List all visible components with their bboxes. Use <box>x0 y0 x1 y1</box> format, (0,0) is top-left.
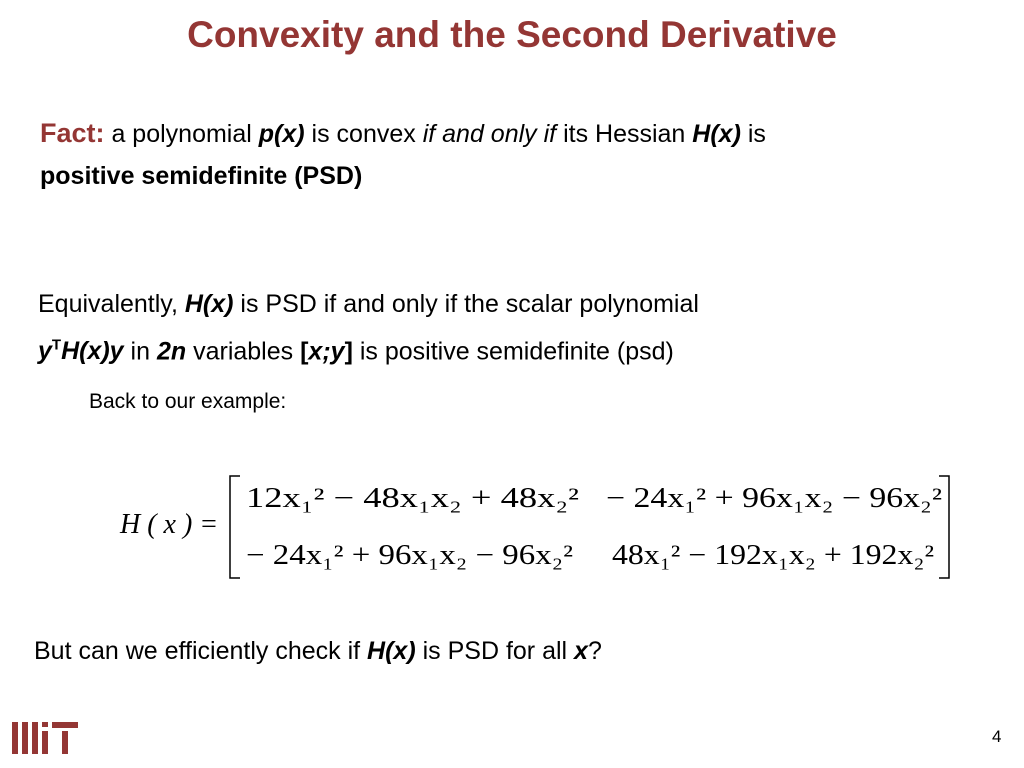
question-text-2: is PSD for all <box>415 637 575 665</box>
equiv-left-bracket: [ <box>300 337 309 366</box>
fact-text-3: its Hessian <box>556 120 693 148</box>
slide-title: Convexity and the Second Derivative <box>187 14 837 55</box>
page-number: 4 <box>992 727 1002 746</box>
fact-text-2: is convex <box>304 120 423 148</box>
question-x: x <box>574 637 588 665</box>
fact-psd: positive semidefinite (PSD) <box>40 162 363 190</box>
matrix-r2c2: 48x₁² − 192x₁x₂ + 192x₂² <box>612 540 934 571</box>
mit-logo <box>12 722 80 754</box>
fact-iff: if and only if <box>422 120 557 148</box>
equiv-text-4: variables <box>186 337 301 366</box>
equiv-y: y <box>38 337 52 366</box>
matrix-lhs: H ( x ) = <box>120 509 219 540</box>
equiv-text-2: is PSD if and only if the scalar polynomial <box>233 290 699 318</box>
equiv-hx: H(x) <box>184 290 234 318</box>
equiv-text-1: Equivalently, <box>38 290 185 318</box>
question-text-1: But can we efficiently check if <box>34 637 368 665</box>
equiv-text-5: is positive semidefinite (psd) <box>352 337 674 366</box>
left-bracket <box>230 476 240 578</box>
question-text-3: ? <box>587 637 602 665</box>
fact-text-4: is <box>740 120 766 148</box>
equiv-transpose: T <box>51 337 62 354</box>
hessian-matrix-equation <box>118 470 968 585</box>
fact-px: p(x) <box>258 120 305 148</box>
fact-label: Fact: <box>40 118 105 148</box>
equiv-xy: x;y <box>308 337 345 366</box>
fact-paragraph <box>40 112 990 197</box>
equiv-hxy: H(x)y <box>61 337 124 366</box>
matrix-r2c1: − 24x₁² + 96x₁x₂ − 96x₂² <box>246 540 573 571</box>
equivalence-paragraph <box>38 283 998 372</box>
back-to-example: Back to our example: <box>89 390 287 413</box>
fact-text-1: a polynomial <box>104 120 259 148</box>
question-line <box>34 637 602 666</box>
equiv-2n: 2n <box>156 337 187 366</box>
fact-hx: H(x) <box>692 120 741 148</box>
equiv-right-bracket: ] <box>344 337 353 366</box>
matrix-r1c2: − 24x₁² + 96x₁x₂ − 96x₂² <box>606 483 942 514</box>
question-hx: H(x) <box>367 637 416 665</box>
matrix-r1c1: 12x₁² − 48x₁x₂ + 48x₂² <box>246 483 579 514</box>
equiv-text-3: in <box>123 337 157 366</box>
